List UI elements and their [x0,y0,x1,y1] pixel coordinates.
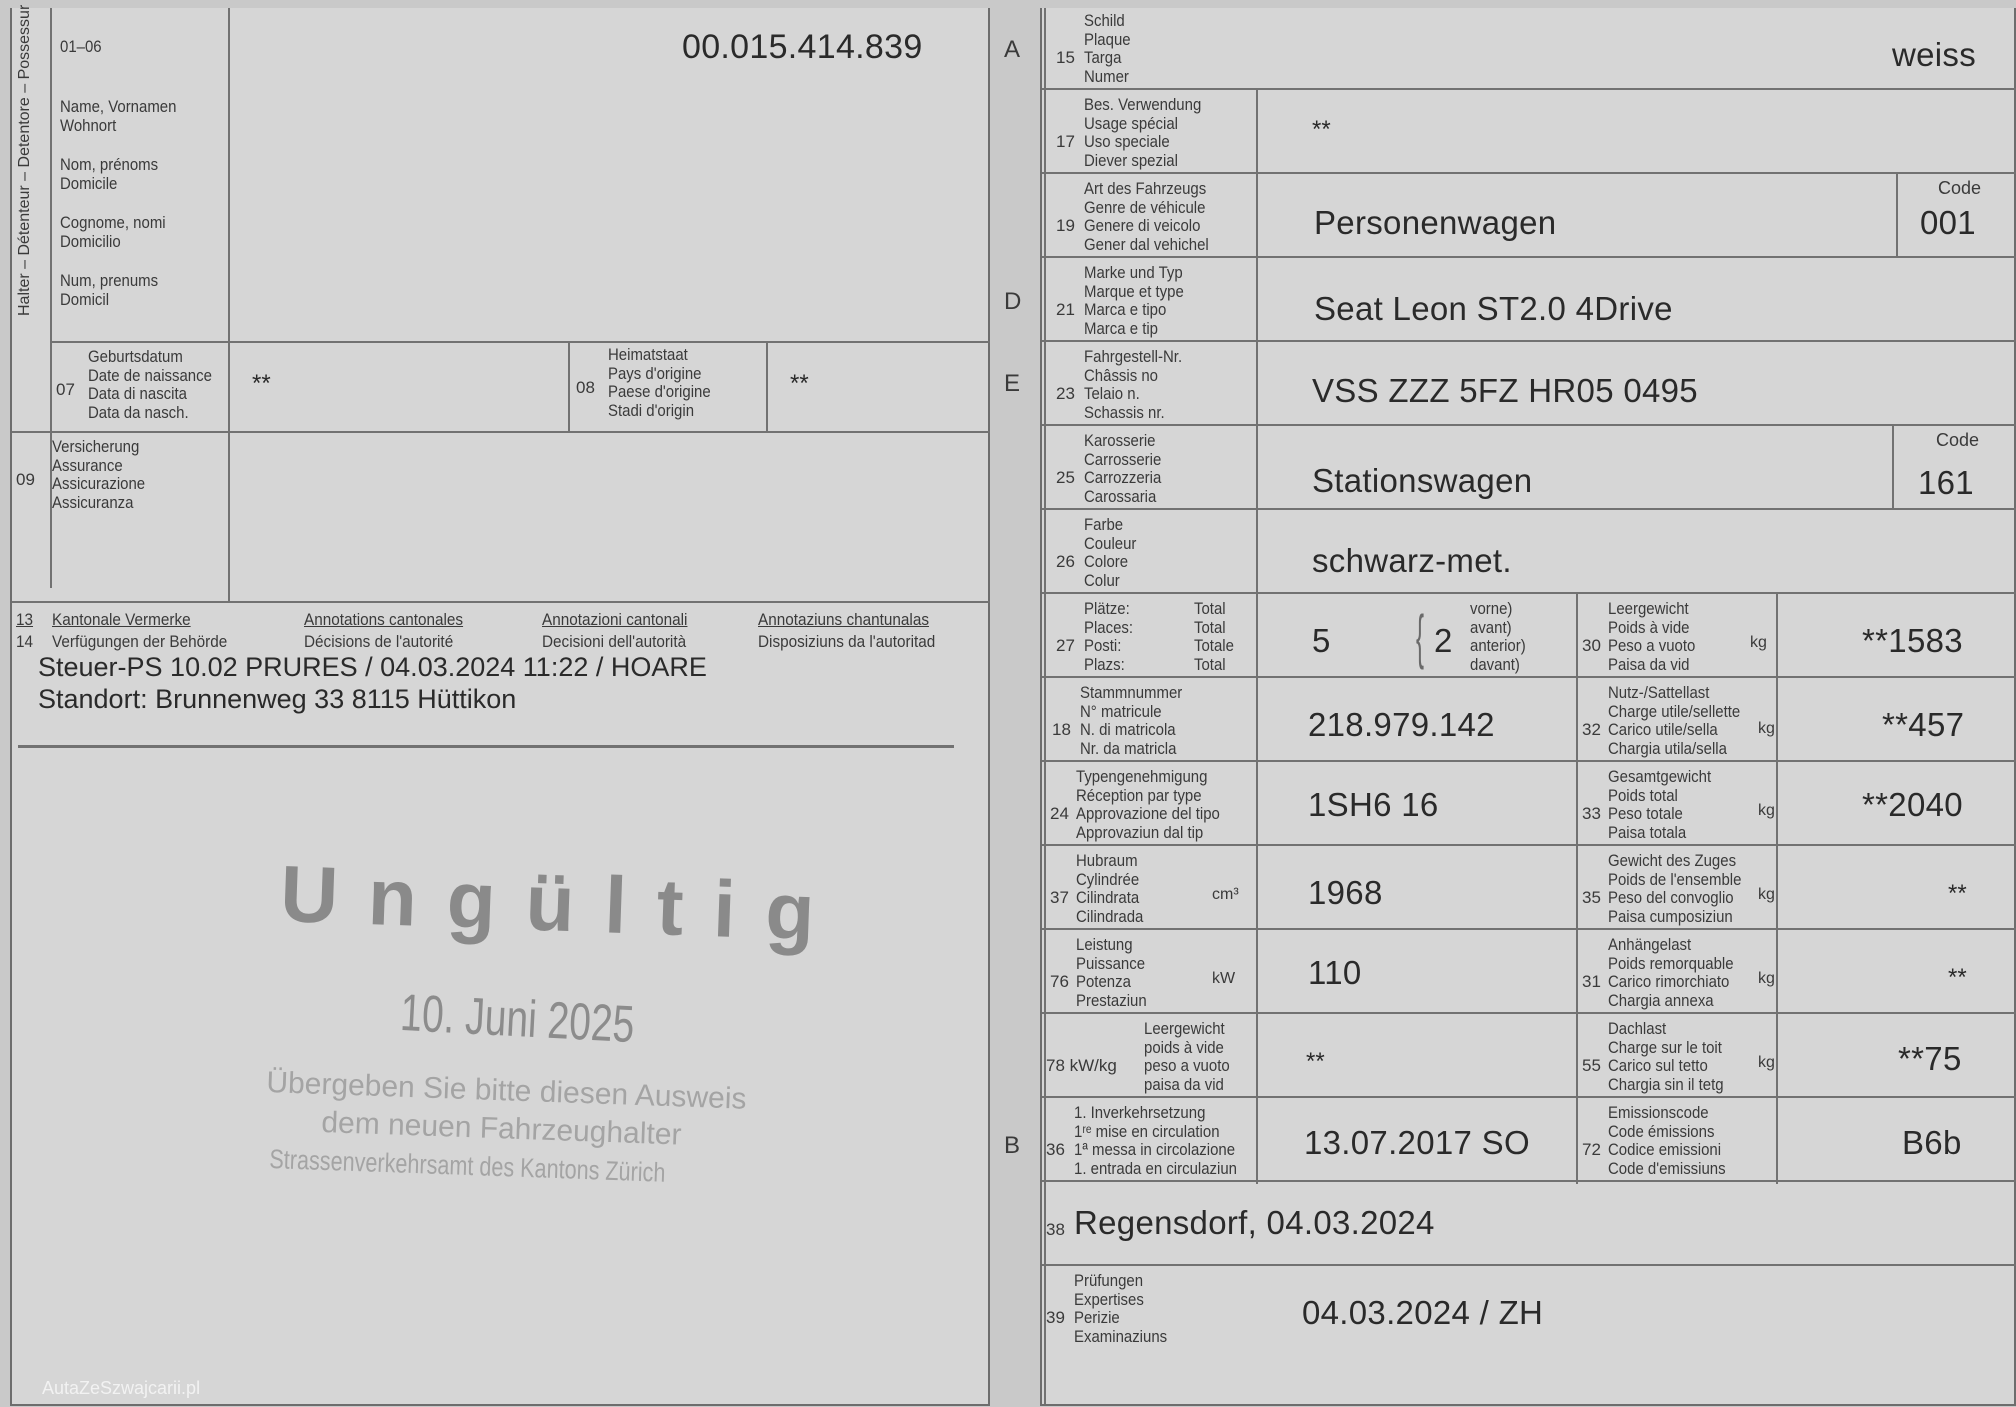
field-30-value: **1583 [1862,622,1963,659]
field-24-number: 24 [1050,804,1069,823]
field-26-number: 26 [1056,552,1075,571]
row-divider [1042,172,2016,174]
field-35-label: Gewicht des Zuges Poids de l'ensemble Peso del convoglio Paisa cumposiziun [1608,851,1742,926]
field-78-label: Leergewicht poids à vide peso a vuoto paisa da vid [1144,1019,1230,1094]
field-76-label: Leistung Puissance Potenza Prestaziun [1076,935,1147,1010]
side-letter-e: E [1004,370,1021,397]
field-23-number: 23 [1056,384,1075,403]
field-07-label: Geburtsdatum Date de naissance Data di nascita Data da nasch. [88,347,212,422]
field-36-value: 13.07.2017 SO [1304,1124,1530,1161]
divider [228,8,230,433]
annotations-it-2: Decisioni dell'autorità [542,632,687,651]
field-30-unit: kg [1750,634,1767,651]
field-17-label: Bes. Verwendung Usage spécial Uso speciale Diever spezial [1084,95,1202,170]
registration-number: 00.015.414.839 [682,28,923,66]
field-08-label: Heimatstaat Pays d'origine Paese d'origine Stadi d'origin [608,345,711,420]
field-25-code-label: Code [1936,430,1980,450]
divider [18,745,954,748]
col-divider [1892,424,1894,508]
field-18-number: 18 [1052,720,1071,739]
field-15-number: 15 [1056,48,1075,67]
field-33-label: Gesamtgewicht Poids total Peso totale Paisa totala [1608,767,1712,842]
divider [12,601,990,603]
divider [766,341,768,433]
right-page [1004,8,2016,1406]
annotation-line-2: Standort: Brunnenweg 33 8115 Hüttikon [38,684,517,714]
field-19-number: 19 [1056,216,1075,235]
field-07-value: ** [252,370,271,397]
field-78-number: 78 kW/kg [1046,1056,1117,1075]
field-13-number: 13 [16,610,34,629]
field-31-number: 31 [1582,972,1601,991]
field-55-label: Dachlast Charge sur le toit Carico sul tetto Chargia sin il tetg [1608,1019,1724,1094]
row-divider [1042,760,2016,762]
col-divider [1776,592,1778,1184]
field-18-value: 218.979.142 [1308,706,1495,743]
annotations-it-1: Annotazioni cantonali [542,610,688,629]
field-31-value: ** [1948,964,1967,991]
field-35-unit: kg [1758,886,1775,903]
field-37-unit: cm³ [1212,886,1239,903]
holder-label-fr: Nom, prénoms Domicile [60,155,159,193]
field-76-unit: kW [1212,970,1236,987]
holder-vertical-label: Halter – Détenteur – Detentore – Possessur [16,4,33,316]
divider [568,341,570,433]
field-31-label: Anhängelast Poids remorquable Carico rimorchiato Chargia annexa [1608,935,1734,1010]
field-72-label: Emissionscode Code émissions Codice emissioni Code d'emissiuns [1608,1103,1726,1178]
stamp-note-1: Übergeben Sie bitte diesen Ausweis [265,1066,748,1116]
field-21-label: Marke und Typ Marque et type Marca e tipo Marca e tip [1084,263,1184,338]
row-divider [1042,1096,2016,1098]
annotations-de-2: Verfügungen der Behörde [52,632,228,651]
row-divider [1042,1264,2016,1266]
field-36-number: 36 [1046,1140,1065,1159]
field-36-label: 1. Inverkehrsetzung 1ʳᵉ mise en circulation 1ª messa in circolazione 1. entrada en circulaziun [1074,1103,1238,1178]
field-37-number: 37 [1050,888,1069,907]
field-17-value: ** [1312,116,1331,143]
stamp-note-2: dem neuen Fahrzeughalter [320,1106,683,1152]
watermark-text: AutaZeSzwajcarii.pl [42,1378,201,1398]
side-letter-b: B [1004,1132,1021,1159]
field-18-label: Stammnummer N° matricule N. di matricola Nr. da matricla [1080,683,1183,758]
field-19-code: 001 [1920,204,1976,241]
annotations-rm-1: Annotaziuns chantunalas [758,610,929,629]
field-78-value: ** [1306,1048,1325,1075]
field-33-unit: kg [1758,802,1775,819]
field-32-number: 32 [1582,720,1601,739]
field-39-label: Prüfungen Expertises Perizie Examinaziuns [1074,1271,1168,1346]
divider [12,431,990,433]
field-38-number: 38 [1046,1220,1065,1239]
field-72-value: B6b [1902,1124,1962,1161]
row-divider [1042,676,2016,678]
holder-label-it: Cognome, nomi Domicilio [60,213,166,251]
brace-icon: { [1416,603,1425,670]
field-25-label: Karosserie Carrosserie Carrozzeria Carossaria [1084,431,1162,506]
field-55-value: **75 [1898,1040,1962,1077]
field-08-value: ** [790,370,809,397]
field-26-value: schwarz-met. [1312,542,1512,579]
field-24-label: Typengenehmigung Réception par type Approvazione del tipo Approvaziun dal tip [1076,767,1220,842]
field-19-code-label: Code [1938,178,1982,198]
field-07-number: 07 [56,380,75,399]
field-35-number: 35 [1582,888,1601,907]
invalid-stamp-date: 10. Juni 2025 [398,983,636,1055]
field-23-label: Fahrgestell-Nr. Châssis no Telaio n. Schassis nr. [1084,347,1183,422]
field-39-number: 39 [1046,1308,1065,1327]
field-76-number: 76 [1050,972,1069,991]
divider [228,431,230,601]
annotations-de-1: Kantonale Vermerke [52,610,191,629]
annotations-fr-2: Décisions de l'autorité [304,632,454,651]
row-divider [1042,1012,2016,1014]
field-31-unit: kg [1758,970,1775,987]
field-27-front-value: 2 [1434,622,1453,659]
field-27-number: 27 [1056,636,1075,655]
field-72-number: 72 [1582,1140,1601,1159]
field-19-value: Personenwagen [1314,204,1557,241]
invalid-stamp-title: Ungültig [278,848,846,958]
field-25-number: 25 [1056,468,1075,487]
row-divider [1042,256,2016,258]
field-27-total-value: 5 [1312,622,1331,659]
field-23-value: VSS ZZZ 5FZ HR05 0495 [1312,372,1698,409]
holder-label-rm: Num, prenums Domicil [60,271,159,309]
field-17-number: 17 [1056,132,1075,151]
left-page [10,4,990,1406]
field-27-label: Plätze: Places: Posti: Plazs: [1084,599,1134,674]
stamp-note-3: Strassenverkehrsamt des Kantons Zürich [268,1144,666,1188]
field-38-value: Regensdorf, 04.03.2024 [1074,1204,1435,1241]
col-divider [1896,172,1898,256]
field-27-total-label: Total Total Totale Total [1194,599,1234,674]
side-letter-d: D [1004,288,1022,315]
field-09-number: 09 [16,470,35,489]
field-55-number: 55 [1582,1056,1601,1075]
field-25-value: Stationswagen [1312,462,1533,499]
annotations-rm-2: Disposiziuns da l'autoritad [758,632,936,651]
field-37-label: Hubraum Cylindrée Cilindrata Cilindrada [1076,851,1144,926]
field-01-06-label: 01–06 [60,37,102,56]
field-08-number: 08 [576,378,595,397]
field-32-value: **457 [1882,706,1965,743]
row-divider [1042,928,2016,930]
row-divider [1042,340,2016,342]
annotation-line-1: Steuer-PS 10.02 PRURES / 04.03.2024 11:22 / HOARE [38,652,707,682]
field-55-unit: kg [1758,1054,1775,1071]
divider [50,341,990,343]
field-33-number: 33 [1582,804,1601,823]
field-21-value: Seat Leon ST2.0 4Drive [1314,290,1673,327]
field-76-value: 110 [1308,954,1362,991]
holder-label-de: Name, Vornamen Wohnort [60,97,177,135]
col-divider [1576,592,1578,1184]
field-09-label: Versicherung Assurance Assicurazione Assicuranza [52,437,146,512]
field-15-label: Schild Plaque Targa Numer [1084,11,1131,86]
field-32-label: Nutz-/Sattellast Charge utile/sellette Carico utile/sella Chargia utila/sella [1608,683,1741,758]
field-35-value: ** [1948,880,1967,907]
field-39-value: 04.03.2024 / ZH [1302,1294,1544,1331]
field-30-label: Leergewicht Poids à vide Peso a vuoto Paisa da vid [1608,599,1696,674]
field-19-label: Art des Fahrzeugs Genre de véhicule Genere di veicolo Gener dal vehichel [1084,179,1209,254]
row-divider [1042,592,2016,594]
field-21-number: 21 [1056,300,1075,319]
field-27-front-label: vorne) avant) anterior) davant) [1470,599,1526,674]
field-25-code: 161 [1918,464,1974,501]
side-letter-a: A [1004,36,1021,63]
row-divider [1042,88,2016,90]
row-divider [1042,508,2016,510]
col-divider [1256,88,1258,1184]
field-33-value: **2040 [1862,786,1963,823]
field-26-label: Farbe Couleur Colore Colur [1084,515,1137,590]
field-24-value: 1SH6 16 [1308,786,1439,823]
field-30-number: 30 [1582,636,1601,655]
row-divider [1042,424,2016,426]
field-32-unit: kg [1758,720,1775,737]
field-14-number: 14 [16,632,34,651]
row-divider [1042,1180,2016,1182]
field-37-value: 1968 [1308,874,1383,911]
annotations-fr-1: Annotations cantonales [304,610,464,629]
col-divider [1044,8,1046,1404]
field-15-value: weiss [1892,36,1977,73]
row-divider [1042,844,2016,846]
